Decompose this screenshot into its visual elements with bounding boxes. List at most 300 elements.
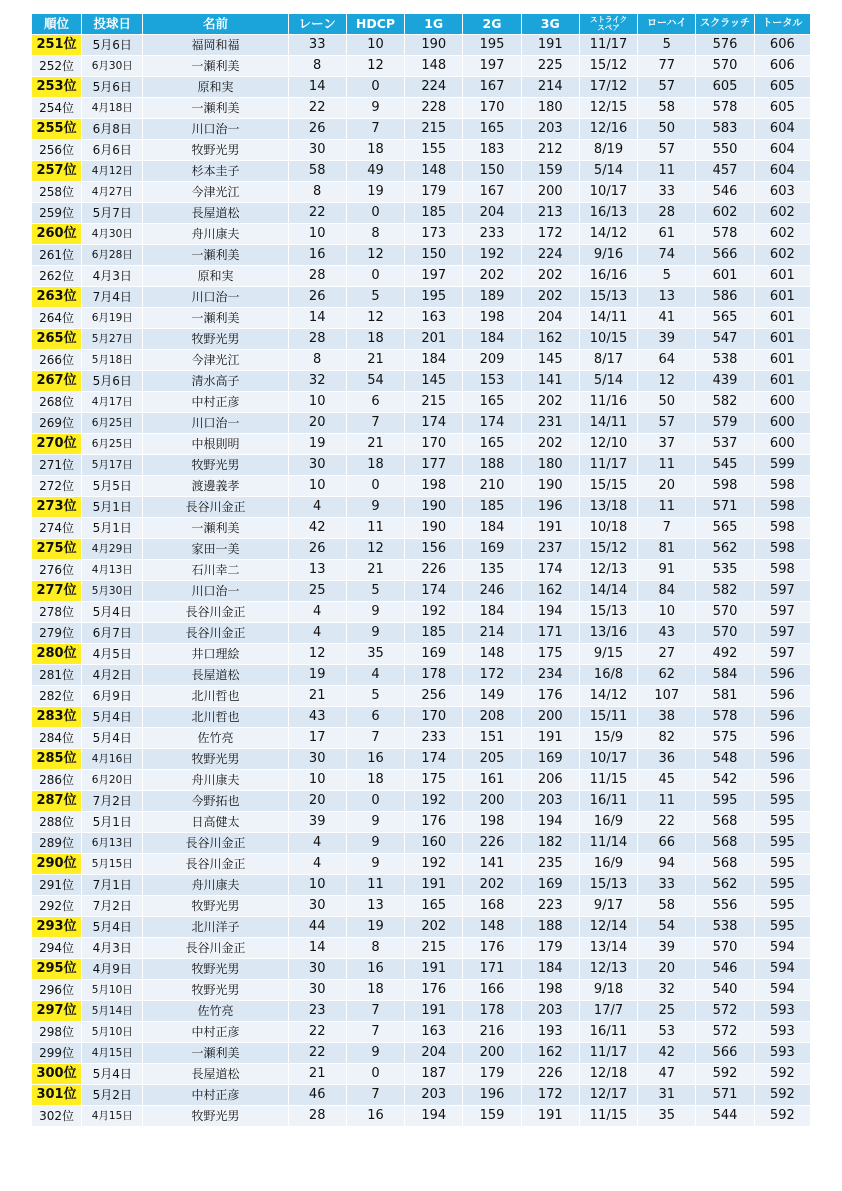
lowhigh-cell: 45 (638, 770, 696, 791)
game2-cell: 151 (463, 728, 521, 749)
lowhigh-cell: 61 (638, 224, 696, 245)
lane-cell: 21 (288, 686, 346, 707)
name-cell: 長谷川金正 (143, 602, 288, 623)
strike-spare-cell: 15/11 (579, 707, 637, 728)
date-cell: 4月15日 (82, 1106, 143, 1127)
total-cell: 595 (754, 791, 810, 812)
lowhigh-cell: 58 (638, 896, 696, 917)
lowhigh-cell: 82 (638, 728, 696, 749)
game1-cell: 190 (405, 35, 463, 56)
scratch-cell: 556 (696, 896, 754, 917)
game3-cell: 172 (521, 224, 579, 245)
rank-cell: 252位 (32, 56, 82, 77)
game2-cell: 246 (463, 581, 521, 602)
name-cell: 牧野光男 (143, 980, 288, 1001)
table-row (32, 1043, 811, 1064)
header-strike-spare (579, 14, 637, 35)
name-cell: 渡邊義孝 (143, 476, 288, 497)
lane-cell: 26 (288, 119, 346, 140)
scratch-cell: 598 (696, 476, 754, 497)
total-cell: 597 (754, 644, 810, 665)
game1-cell: 176 (405, 980, 463, 1001)
game2-cell: 184 (463, 329, 521, 350)
name-cell: 北川洋子 (143, 917, 288, 938)
hdcp-cell: 16 (346, 959, 404, 980)
table-row (32, 749, 811, 770)
strike-spare-cell: 12/14 (579, 917, 637, 938)
game2-cell: 205 (463, 749, 521, 770)
game3-cell: 203 (521, 119, 579, 140)
rank-cell: 256位 (32, 140, 82, 161)
scratch-cell: 579 (696, 413, 754, 434)
game1-cell: 195 (405, 287, 463, 308)
total-cell: 596 (754, 707, 810, 728)
lowhigh-cell: 5 (638, 35, 696, 56)
game2-cell: 168 (463, 896, 521, 917)
game1-cell: 190 (405, 518, 463, 539)
table-row (32, 1085, 811, 1106)
header-total: トータル (754, 14, 810, 35)
game3-cell: 141 (521, 371, 579, 392)
game1-cell: 226 (405, 560, 463, 581)
strike-spare-cell: 5/14 (579, 161, 637, 182)
strike-spare-cell: 12/17 (579, 1085, 637, 1106)
game3-cell: 235 (521, 854, 579, 875)
lane-cell: 21 (288, 1064, 346, 1085)
name-cell: 牧野光男 (143, 959, 288, 980)
game3-cell: 223 (521, 896, 579, 917)
hdcp-cell: 16 (346, 749, 404, 770)
lowhigh-cell: 42 (638, 1043, 696, 1064)
date-cell: 5月14日 (82, 1001, 143, 1022)
lowhigh-cell: 27 (638, 644, 696, 665)
strike-spare-cell: 9/17 (579, 896, 637, 917)
hdcp-cell: 5 (346, 287, 404, 308)
header-game1: 1G (405, 14, 463, 35)
hdcp-cell: 4 (346, 665, 404, 686)
lowhigh-cell: 57 (638, 413, 696, 434)
lowhigh-cell: 43 (638, 623, 696, 644)
table-row (32, 539, 811, 560)
total-cell: 600 (754, 413, 810, 434)
name-cell: 長谷川金正 (143, 938, 288, 959)
game1-cell: 163 (405, 308, 463, 329)
strike-spare-cell: 16/8 (579, 665, 637, 686)
rank-cell: 268位 (32, 392, 82, 413)
name-cell: 長屋道松 (143, 203, 288, 224)
total-cell: 598 (754, 560, 810, 581)
game2-cell: 161 (463, 770, 521, 791)
date-cell: 5月10日 (82, 1022, 143, 1043)
lowhigh-cell: 50 (638, 119, 696, 140)
rank-cell: 279位 (32, 623, 82, 644)
scratch-cell: 578 (696, 98, 754, 119)
game2-cell: 150 (463, 161, 521, 182)
scratch-cell: 570 (696, 938, 754, 959)
strike-spare-cell: 8/19 (579, 140, 637, 161)
rank-cell: 296位 (32, 980, 82, 1001)
lowhigh-cell: 11 (638, 497, 696, 518)
table-row (32, 791, 811, 812)
rank-cell: 288位 (32, 812, 82, 833)
date-cell: 5月6日 (82, 77, 143, 98)
date-cell: 5月1日 (82, 518, 143, 539)
table-row (32, 161, 811, 182)
hdcp-cell: 9 (346, 854, 404, 875)
scratch-cell: 583 (696, 119, 754, 140)
scratch-cell: 566 (696, 1043, 754, 1064)
game1-cell: 174 (405, 413, 463, 434)
game1-cell: 192 (405, 602, 463, 623)
hdcp-cell: 8 (346, 224, 404, 245)
total-cell: 592 (754, 1085, 810, 1106)
strike-spare-cell: 17/7 (579, 1001, 637, 1022)
total-cell: 596 (754, 665, 810, 686)
scratch-cell: 562 (696, 875, 754, 896)
lowhigh-cell: 57 (638, 140, 696, 161)
lane-cell: 10 (288, 476, 346, 497)
date-cell: 5月6日 (82, 35, 143, 56)
rank-cell: 292位 (32, 896, 82, 917)
name-cell: 一瀬利美 (143, 1043, 288, 1064)
scratch-cell: 535 (696, 560, 754, 581)
total-cell: 596 (754, 728, 810, 749)
lowhigh-cell: 77 (638, 56, 696, 77)
rank-cell: 293位 (32, 917, 82, 938)
game2-cell: 202 (463, 875, 521, 896)
total-cell: 597 (754, 602, 810, 623)
strike-spare-cell: 13/14 (579, 938, 637, 959)
rank-cell: 251位 (32, 35, 82, 56)
game1-cell: 215 (405, 119, 463, 140)
game2-cell: 214 (463, 623, 521, 644)
game2-cell: 200 (463, 1043, 521, 1064)
hdcp-cell: 11 (346, 518, 404, 539)
lane-cell: 30 (288, 455, 346, 476)
lane-cell: 46 (288, 1085, 346, 1106)
game1-cell: 198 (405, 476, 463, 497)
total-cell: 599 (754, 455, 810, 476)
total-cell: 601 (754, 308, 810, 329)
lane-cell: 4 (288, 602, 346, 623)
game2-cell: 210 (463, 476, 521, 497)
rank-cell: 301位 (32, 1085, 82, 1106)
total-cell: 598 (754, 518, 810, 539)
table-row (32, 770, 811, 791)
game1-cell: 215 (405, 392, 463, 413)
table-row (32, 98, 811, 119)
lowhigh-cell: 22 (638, 812, 696, 833)
lane-cell: 14 (288, 77, 346, 98)
name-cell: 石川幸二 (143, 560, 288, 581)
game2-cell: 159 (463, 1106, 521, 1127)
strike-spare-cell: 12/13 (579, 560, 637, 581)
table-row (32, 1106, 811, 1127)
total-cell: 602 (754, 203, 810, 224)
game1-cell: 187 (405, 1064, 463, 1085)
date-cell: 5月2日 (82, 1085, 143, 1106)
total-cell: 593 (754, 1001, 810, 1022)
scratch-cell: 592 (696, 1064, 754, 1085)
hdcp-cell: 21 (346, 350, 404, 371)
name-cell: 今津光江 (143, 182, 288, 203)
total-cell: 595 (754, 854, 810, 875)
game1-cell: 179 (405, 182, 463, 203)
name-cell: 舟川康夫 (143, 875, 288, 896)
game3-cell: 191 (521, 518, 579, 539)
game1-cell: 156 (405, 539, 463, 560)
scratch-cell: 586 (696, 287, 754, 308)
date-cell: 5月27日 (82, 329, 143, 350)
strike-spare-cell: 12/16 (579, 119, 637, 140)
hdcp-cell: 18 (346, 455, 404, 476)
lane-cell: 20 (288, 413, 346, 434)
game3-cell: 162 (521, 329, 579, 350)
lowhigh-cell: 58 (638, 98, 696, 119)
lane-cell: 44 (288, 917, 346, 938)
name-cell: 杉本圭子 (143, 161, 288, 182)
hdcp-cell: 9 (346, 98, 404, 119)
header-scratch: スクラッチ (696, 14, 754, 35)
lane-cell: 13 (288, 560, 346, 581)
strike-spare-cell: 8/17 (579, 350, 637, 371)
lane-cell: 10 (288, 875, 346, 896)
hdcp-cell: 21 (346, 434, 404, 455)
game3-cell: 200 (521, 707, 579, 728)
game3-cell: 180 (521, 455, 579, 476)
scratch-cell: 578 (696, 224, 754, 245)
lowhigh-cell: 28 (638, 203, 696, 224)
total-cell: 605 (754, 98, 810, 119)
strike-spare-cell: 15/13 (579, 287, 637, 308)
lane-cell: 14 (288, 308, 346, 329)
game3-cell: 202 (521, 392, 579, 413)
header-spare-label: スペア (597, 23, 620, 32)
game3-cell: 191 (521, 728, 579, 749)
hdcp-cell: 9 (346, 497, 404, 518)
scratch-cell: 570 (696, 623, 754, 644)
strike-spare-cell: 11/17 (579, 455, 637, 476)
date-cell: 7月4日 (82, 287, 143, 308)
game3-cell: 171 (521, 623, 579, 644)
table-row (32, 77, 811, 98)
game2-cell: 202 (463, 266, 521, 287)
lowhigh-cell: 12 (638, 371, 696, 392)
table-row (32, 476, 811, 497)
strike-spare-cell: 15/12 (579, 539, 637, 560)
lane-cell: 30 (288, 959, 346, 980)
date-cell: 4月29日 (82, 539, 143, 560)
table-row (32, 938, 811, 959)
name-cell: 一瀬利美 (143, 518, 288, 539)
scratch-cell: 540 (696, 980, 754, 1001)
hdcp-cell: 13 (346, 896, 404, 917)
rank-cell: 297位 (32, 1001, 82, 1022)
game3-cell: 162 (521, 1043, 579, 1064)
game2-cell: 165 (463, 119, 521, 140)
game2-cell: 183 (463, 140, 521, 161)
game2-cell: 171 (463, 959, 521, 980)
game3-cell: 175 (521, 644, 579, 665)
lane-cell: 30 (288, 140, 346, 161)
hdcp-cell: 9 (346, 602, 404, 623)
date-cell: 6月30日 (82, 56, 143, 77)
strike-spare-cell: 15/12 (579, 56, 637, 77)
game1-cell: 175 (405, 770, 463, 791)
lowhigh-cell: 74 (638, 245, 696, 266)
game1-cell: 174 (405, 581, 463, 602)
scratch-cell: 542 (696, 770, 754, 791)
lowhigh-cell: 66 (638, 833, 696, 854)
game3-cell: 174 (521, 560, 579, 581)
strike-spare-cell: 16/16 (579, 266, 637, 287)
total-cell: 601 (754, 371, 810, 392)
game3-cell: 202 (521, 287, 579, 308)
game3-cell: 159 (521, 161, 579, 182)
game3-cell: 203 (521, 791, 579, 812)
table-row (32, 1022, 811, 1043)
lane-cell: 4 (288, 833, 346, 854)
game2-cell: 167 (463, 77, 521, 98)
hdcp-cell: 5 (346, 686, 404, 707)
scratch-cell: 570 (696, 602, 754, 623)
lowhigh-cell: 107 (638, 686, 696, 707)
game2-cell: 192 (463, 245, 521, 266)
rank-cell: 295位 (32, 959, 82, 980)
lowhigh-cell: 25 (638, 1001, 696, 1022)
scratch-cell: 584 (696, 665, 754, 686)
hdcp-cell: 0 (346, 476, 404, 497)
date-cell: 5月30日 (82, 581, 143, 602)
total-cell: 597 (754, 623, 810, 644)
lowhigh-cell: 20 (638, 476, 696, 497)
lowhigh-cell: 50 (638, 392, 696, 413)
name-cell: 佐竹亮 (143, 1001, 288, 1022)
game1-cell: 190 (405, 497, 463, 518)
hdcp-cell: 0 (346, 1064, 404, 1085)
game3-cell: 169 (521, 749, 579, 770)
rank-cell: 258位 (32, 182, 82, 203)
table-row (32, 455, 811, 476)
strike-spare-cell: 17/12 (579, 77, 637, 98)
date-cell: 4月18日 (82, 98, 143, 119)
date-cell: 7月2日 (82, 791, 143, 812)
table-row (32, 182, 811, 203)
lowhigh-cell: 33 (638, 875, 696, 896)
game3-cell: 194 (521, 812, 579, 833)
rank-cell: 284位 (32, 728, 82, 749)
name-cell: 原和実 (143, 77, 288, 98)
strike-spare-cell: 10/15 (579, 329, 637, 350)
game1-cell: 148 (405, 56, 463, 77)
date-cell: 4月3日 (82, 938, 143, 959)
lowhigh-cell: 5 (638, 266, 696, 287)
strike-spare-cell: 10/18 (579, 518, 637, 539)
game2-cell: 188 (463, 455, 521, 476)
game1-cell: 192 (405, 854, 463, 875)
scratch-cell: 548 (696, 749, 754, 770)
game2-cell: 195 (463, 35, 521, 56)
total-cell: 594 (754, 959, 810, 980)
table-row (32, 812, 811, 833)
header-lowhigh: ローハイ (638, 14, 696, 35)
game2-cell: 184 (463, 602, 521, 623)
strike-spare-cell: 16/9 (579, 854, 637, 875)
strike-spare-cell: 12/15 (579, 98, 637, 119)
scratch-cell: 492 (696, 644, 754, 665)
name-cell: 牧野光男 (143, 455, 288, 476)
hdcp-cell: 18 (346, 980, 404, 1001)
game3-cell: 196 (521, 497, 579, 518)
scratch-cell: 575 (696, 728, 754, 749)
game2-cell: 208 (463, 707, 521, 728)
game1-cell: 148 (405, 161, 463, 182)
game1-cell: 184 (405, 350, 463, 371)
scratch-cell: 562 (696, 539, 754, 560)
game3-cell: 231 (521, 413, 579, 434)
lowhigh-cell: 41 (638, 308, 696, 329)
game3-cell: 179 (521, 938, 579, 959)
hdcp-cell: 19 (346, 917, 404, 938)
lane-cell: 23 (288, 1001, 346, 1022)
game2-cell: 174 (463, 413, 521, 434)
total-cell: 604 (754, 161, 810, 182)
hdcp-cell: 12 (346, 539, 404, 560)
lowhigh-cell: 81 (638, 539, 696, 560)
rank-cell: 257位 (32, 161, 82, 182)
name-cell: 井口理絵 (143, 644, 288, 665)
date-cell: 4月13日 (82, 560, 143, 581)
hdcp-cell: 12 (346, 245, 404, 266)
table-row (32, 1001, 811, 1022)
total-cell: 592 (754, 1064, 810, 1085)
strike-spare-cell: 16/11 (579, 791, 637, 812)
rank-cell: 274位 (32, 518, 82, 539)
name-cell: 長谷川金正 (143, 854, 288, 875)
lane-cell: 10 (288, 770, 346, 791)
name-cell: 中村正彦 (143, 1022, 288, 1043)
hdcp-cell: 6 (346, 707, 404, 728)
lane-cell: 4 (288, 623, 346, 644)
name-cell: 清水高子 (143, 371, 288, 392)
table-row (32, 392, 811, 413)
hdcp-cell: 7 (346, 413, 404, 434)
game3-cell: 182 (521, 833, 579, 854)
game1-cell: 191 (405, 875, 463, 896)
lowhigh-cell: 54 (638, 917, 696, 938)
table-row (32, 623, 811, 644)
strike-spare-cell: 12/18 (579, 1064, 637, 1085)
lowhigh-cell: 39 (638, 938, 696, 959)
lowhigh-cell: 53 (638, 1022, 696, 1043)
rank-cell: 267位 (32, 371, 82, 392)
rank-cell: 281位 (32, 665, 82, 686)
game3-cell: 234 (521, 665, 579, 686)
date-cell: 5月4日 (82, 602, 143, 623)
scratch-cell: 568 (696, 812, 754, 833)
game3-cell: 184 (521, 959, 579, 980)
name-cell: 牧野光男 (143, 140, 288, 161)
lowhigh-cell: 11 (638, 455, 696, 476)
strike-spare-cell: 14/11 (579, 413, 637, 434)
lowhigh-cell: 13 (638, 287, 696, 308)
game2-cell: 216 (463, 1022, 521, 1043)
name-cell: 牧野光男 (143, 329, 288, 350)
name-cell: 北川哲也 (143, 686, 288, 707)
strike-spare-cell: 11/17 (579, 35, 637, 56)
lane-cell: 28 (288, 266, 346, 287)
lowhigh-cell: 32 (638, 980, 696, 1001)
